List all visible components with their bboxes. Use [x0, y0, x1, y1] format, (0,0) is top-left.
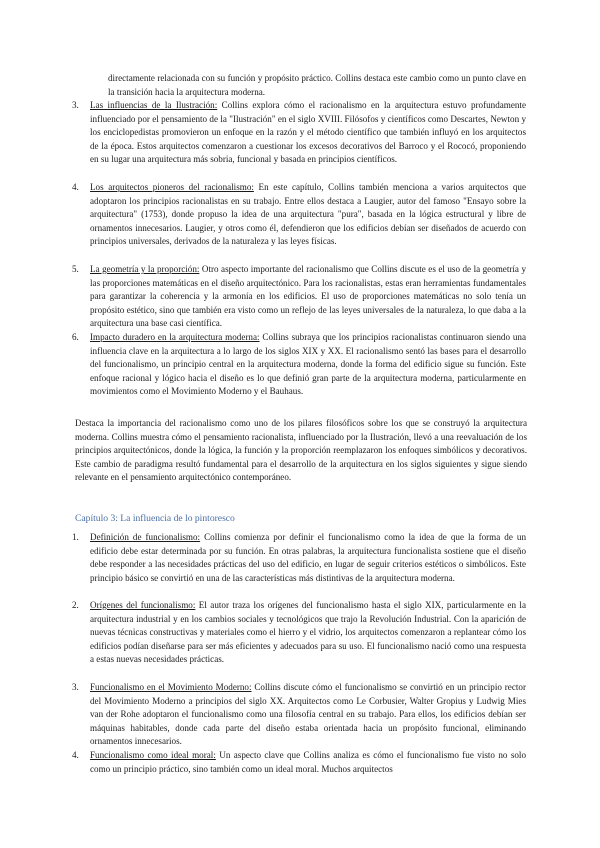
list-text: Collins discute cómo el funcionalismo se convirtió en un principio rector del Movimiento Moderno a principios del siglo XX. Arquitectos como Le Corbusier, Walter Gropius y Ludwig Mies van der Rohe adoptaron el funcionalismo como una filosofía central en su trabajo. Para ellos, los edificios debían ser máquinas habitables, donde cada parte del diseño estaba orientada hacia un propósito funcional, eliminando ornamentos innecesarios.	[90, 682, 526, 747]
list-term: Definición de funcionalismo:	[90, 532, 201, 542]
list-term: Orígenes del funcionalismo:	[90, 600, 196, 610]
list-item	[72, 681, 526, 749]
chapter-heading: Capítulo 3: La influencia de lo pintoresco	[75, 513, 235, 524]
rationalism-list	[72, 99, 527, 413]
list-term: Funcionalismo como ideal moral:	[90, 750, 216, 760]
list-term: Impacto duradero en la arquitectura moderna:	[90, 332, 260, 342]
list-term: Las influencias de la Ilustración:	[90, 100, 218, 110]
list-number: 3.	[72, 682, 79, 692]
list-item	[72, 531, 527, 599]
list-number: 4.	[72, 182, 79, 192]
list-item	[72, 331, 527, 413]
list-text: En este capítulo, Collins también menciona a varios arquitectos que adoptaron los principios racionalistas en su trabajo. Entre ellos destaca a Laugier, autor del famoso "Ensayo sobre la arquitectura" (1753), donde propuso la idea de una arquitectura "pura", basada en la lógica estructural y libre de ornamentos innecesarios. Laugier, y otros como él, defendieron que los edificios debían ser diseñados de acuerdo con principios universales, derivados de la naturaleza y las leyes físicas.	[90, 182, 527, 247]
list-item	[72, 99, 526, 181]
list-term: Funcionalismo en el Movimiento Moderno:	[90, 682, 252, 692]
list-term: Los arquitectos pioneros del racionalismo:	[90, 182, 254, 192]
list-text: Collins explora cómo el racionalismo en la arquitectura estuvo profundamente influenciado por el pensamiento de la "Ilustración" en el siglo XVIII. Filósofos y científicos como Descartes, Newton y los enciclopedistas promovieron un enfoque en la razón y el método científico que también influyó en los arquitectos de la época. Estos arquitectos comenzaron a cuestionar los excesos decorativos del Barroco y el Rococó, proponiendo en su lugar una arquitectura más sobria, funcional y basada en principios científicos.	[90, 100, 526, 165]
list-text: El autor traza los orígenes del funcionalismo hasta el siglo XIX, particularmente en la arquitectura industrial y en los cambios sociales y tecnológicos que trajo la Revolución Industrial. Con la aparición de nuevas técnicas constructivas y materiales como el hierro y el vidrio, los arquitectos comenzaron a replantear cómo los edificios podían diseñarse para ser más eficientes y adecuados para su uso. El funcionalismo nació como una respuesta a estas nuevas necesidades prácticas.	[90, 600, 526, 665]
list-text: Un aspecto clave que Collins analiza es cómo el funcionalismo fue visto no solo como un principio práctico, sino también como un ideal moral. Muchos arquitectos	[90, 750, 526, 774]
list-item	[72, 749, 526, 777]
list-text: Otro aspecto importante del racionalismo que Collins discute es el uso de la geometría y las proporciones matemáticas en el diseño arquitectónico. Para los racionalistas, estas eran herramientas fundamentales para garantizar la coherencia y la armonía en los edificios. El uso de proporciones matemáticas no solo tenía un propósito estético, sino que también era visto como un reflejo de las leyes universales de la naturaleza, lo que daba a la arquitectura una base casi científica.	[90, 264, 526, 329]
summary-paragraph: Destaca la importancia del racionalismo como uno de los pilares filosóficos sobre los que se construyó la arquitectura moderna. Collins muestra cómo el pensamiento racionalista, influenciado por la Ilustración, llevó a una reevaluación de los principios arquitectónicos, donde la lógica, la función y la proporción reemplazaron los enfoques simbólicos y decorativos. Este cambio de paradigma resultó fundamental para el desarrollo de la arquitectura en los siglos siguientes y sigue siendo relevante en el pensamiento arquitectónico contemporáneo.	[75, 418, 527, 483]
list-number: 3.	[72, 100, 79, 110]
list-number: 6.	[72, 332, 79, 342]
list-number: 1.	[72, 532, 79, 542]
list-text: Collins comienza por definir el funcionalismo como la idea de que la forma de un edificio debe estar determinada por su función. En otras palabras, la arquitectura funcionalista sostiene que el diseño debe responder a las necesidades prácticas del uso del edificio, en lugar de seguir criterios estéticos o simbólicos. Este principio básico se convirtió en una de las características más distintivas de la arquitectura moderna.	[90, 532, 527, 583]
list-number: 2.	[72, 600, 79, 610]
functionalism-list	[72, 531, 527, 777]
list-text: Collins subraya que los principios racionalistas continuaron siendo una influencia clave en la arquitectura a lo largo de los siglos XIX y XX. El racionalismo sentó las bases para el desarrollo del funcionalismo, un principio central en la arquitectura moderna, donde la forma del edificio sigue su función. Este enfoque racional y lógico hacia el diseño es lo que definió gran parte de la arquitectura moderna, particularmente en movimientos como el Movimiento Moderno y el Bauhaus.	[90, 332, 527, 397]
continuation-paragraph: directamente relacionada con su función y propósito práctico. Collins destaca este cambio como un punto clave en la transición hacia la arquitectura moderna.	[108, 73, 526, 97]
list-term: La geometría y la proporción:	[90, 264, 200, 274]
list-item	[72, 599, 526, 681]
list-item	[72, 263, 526, 331]
list-number: 5.	[72, 264, 79, 274]
list-number: 4.	[72, 750, 79, 760]
list-item	[72, 181, 527, 263]
